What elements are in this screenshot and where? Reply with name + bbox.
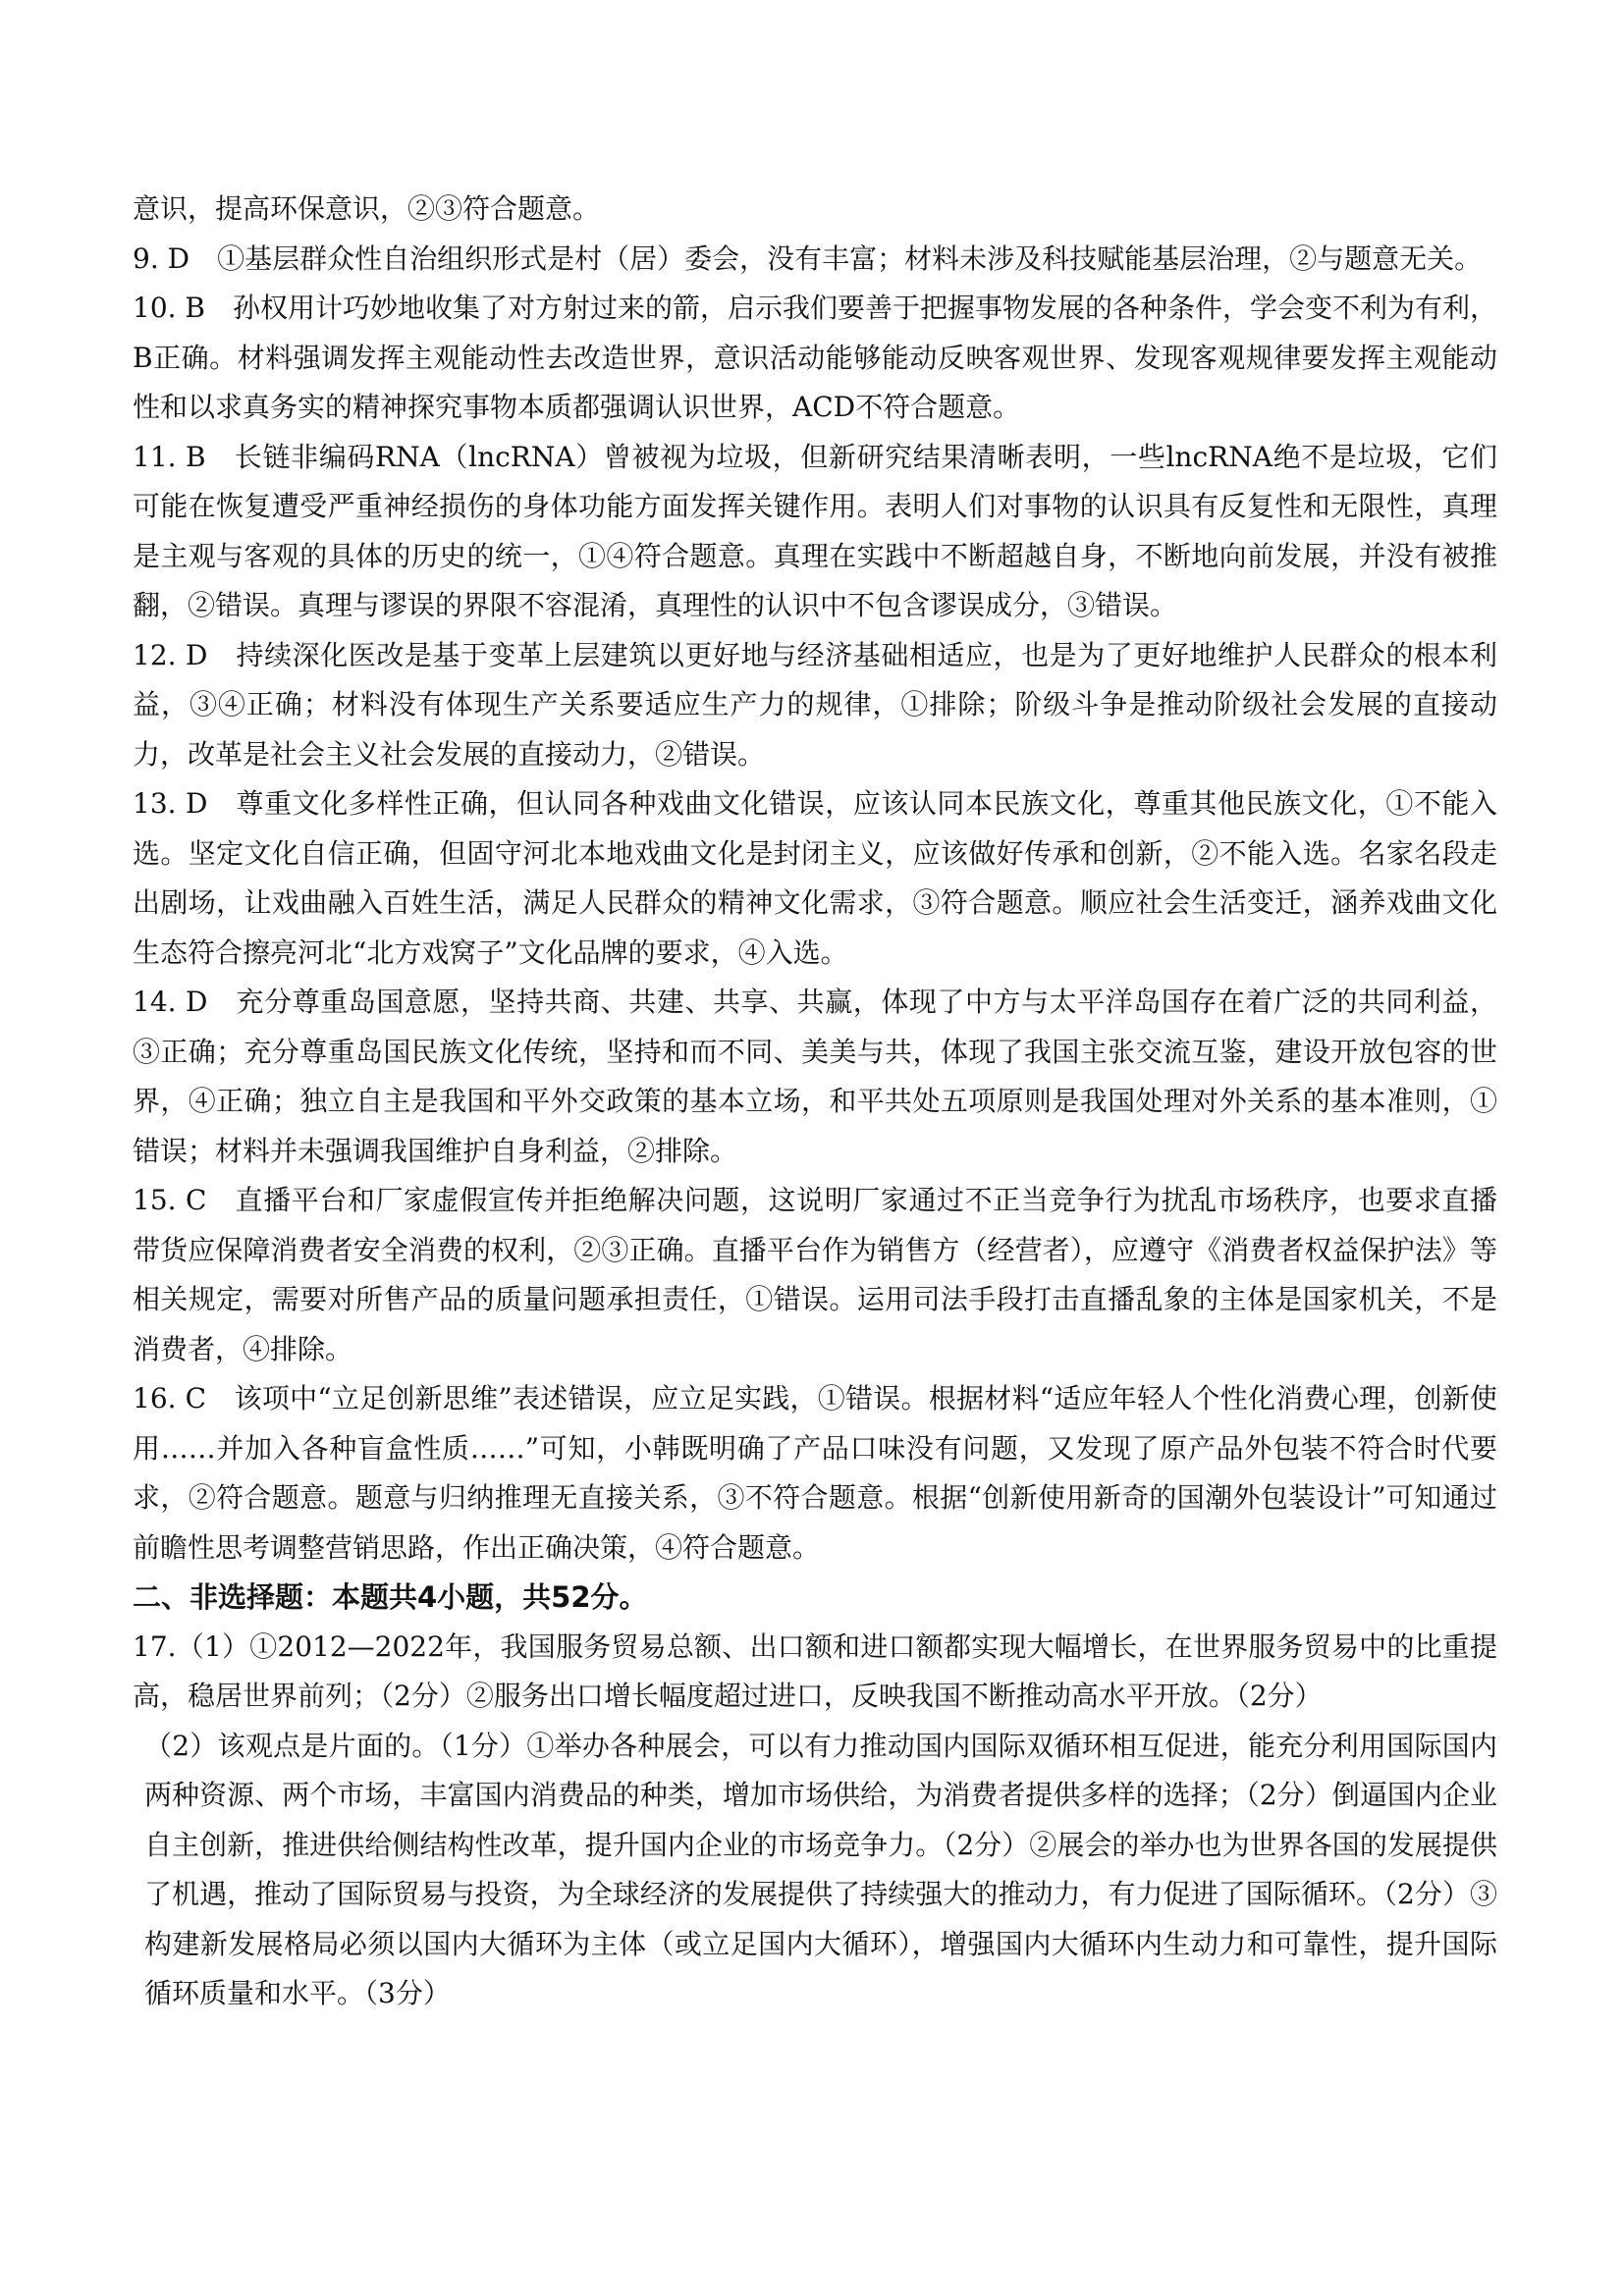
answer-page xyxy=(133,185,1497,2019)
answer-17-part-1: 17.（1）①2012—2022年，我国服务贸易总额、出口额和进口额都实现大幅增长，在世界服务贸易中的比重提高，稳居世界前列；（2分）②服务出口增长幅度超过进口，反映我国不断推动高水平开放。（2分） xyxy=(133,1629,1497,1712)
answer-9: 9. D ①基层群众性自治组织形式是村（居）委会，没有丰富；材料未涉及科技赋能基层治理，②与题意无关。 xyxy=(133,241,1483,275)
answer-10: 10. B 孙权用计巧妙地收集了对方射过来的箭，启示我们要善于把握事物发展的各种条件，学会变不利为有利，B正确。材料强调发挥主观能动性去改造世界，意识活动能够能动反映客观世界、发现客观规律要发挥主观能动性和以求真务实的精神探究事物本质都强调认识世界，ACD不符合题意。 xyxy=(133,292,1498,423)
answer-14: 14. D 充分尊重岛国意愿，坚持共商、共建、共享、共赢，体现了中方与太平洋岛国存在着广泛的共同利益，③正确；充分尊重岛国民族文化传统，坚持和而不同、美美与共，体现了我国主张交流互鉴，建设开放包容的世界，④正确；独立自主是我国和平外交政策的基本立场，和平共处五项原则是我国处理对外关系的基本准则，①错误；材料并未强调我国维护自身利益，②排除。 xyxy=(133,986,1497,1167)
answer-17-part-2: （2）该观点是片面的。（1分）①举办各种展会，可以有力推动国内国际双循环相互促进，能充分利用国际国内两种资源、两个市场，丰富国内消费品的种类，增加市场供给，为消费者提供多样的选择；（2分）倒逼国内企业自主创新，推进供给侧结构性改革，提升国内企业的市场竞争力。（2分）②展会的举办也为世界各国的发展提供了机遇，推动了国际贸易与投资，为全球经济的发展提供了持续强大的推动力，有力促进了国际循环。（2分）③构建新发展格局必须以国内大循环为主体（或立足国内大循环），增强国内大循环内生动力和可靠性，提升国际循环质量和水平。（3分） xyxy=(144,1729,1497,2009)
answer-12: 12. D 持续深化医改是基于变革上层建筑以更好地与经济基础相适应，也是为了更好地维护人民群众的根本利益，③④正确；材料没有体现生产关系要适应生产力的规律，①排除；阶级斗争是推动阶级社会发展的直接动力，改革是社会主义社会发展的直接动力，②错误。 xyxy=(133,638,1497,771)
answer-13: 13. D 尊重文化多样性正确，但认同各种戏曲文化错误，应该认同本民族文化，尊重其他民族文化，①不能入选。坚定文化自信正确，但固守河北本地戏曲文化是封闭主义，应该做好传承和创新，②不能入选。名家名段走出剧场，让戏曲融入百姓生活，满足人民群众的精神文化需求，③符合题意。顺应社会生活变迁，涵养戏曲文化生态符合擦亮河北“北方戏窝子”文化品牌的要求，④入选。 xyxy=(133,787,1497,969)
answer-15: 15. C 直播平台和厂家虚假宣传并拒绝解决问题，这说明厂家通过不正当竞争行为扰乱市场秩序，也要求直播带货应保障消费者安全消费的权利，②③正确。直播平台作为销售方（经营者），应遵守《消费者权益保护法》等相关规定，需要对所售产品的质量问题承担责任，①错误。运用司法手段打击直播乱象的主体是国家机关，不是消费者，④排除。 xyxy=(133,1184,1497,1365)
answer-16: 16. C 该项中“立足创新思维”表述错误，应立足实践，①错误。根据材料“适应年轻人个性化消费心理，创新使用……并加入各种盲盒性质……”可知，小韩既明确了产品口味没有问题，又发现了原产品外包装不符合时代要求，②符合题意。题意与归纳推理无直接关系，③不符合题意。根据“创新使用新奇的国潮外包装设计”可知通过前瞻性思考调整营销思路，作出正确决策，④符合题意。 xyxy=(133,1382,1497,1564)
answer-11: 11. B 长链非编码RNA（lncRNA）曾被视为垃圾，但新研究结果清晰表明，一些lncRNA绝不是垃圾，它们可能在恢复遭受严重神经损伤的身体功能方面发挥关键作用。表明人们对事物的认识具有反复性和无限性，真理是主观与客观的具体的历史的统一，①④符合题意。真理在实践中不断超越自身，不断地向前发展，并没有被推翻，②错误。真理与谬误的界限不容混淆，真理性的认识中不包含谬误成分，③错误。 xyxy=(133,440,1497,621)
section-heading-non-choice: 二、非选择题：本题共4小题，共52分。 xyxy=(133,1580,648,1614)
continuation-paragraph: 意识，提高环保意识，②③符合题意。 xyxy=(133,192,601,225)
